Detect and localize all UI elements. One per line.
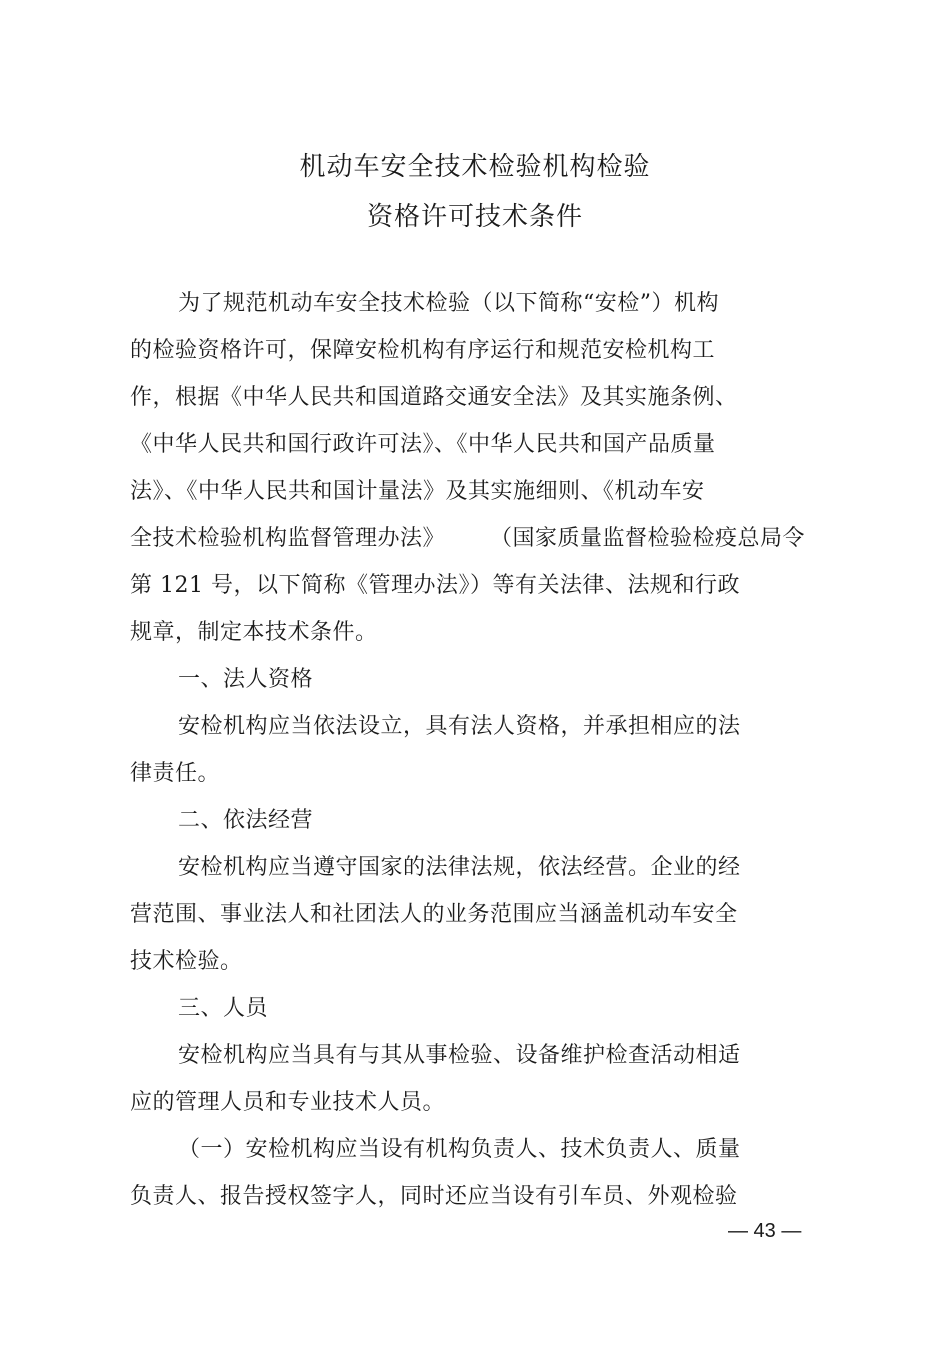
paragraph-line: 技术检验。 <box>130 949 243 974</box>
paragraph-line: 律责任。 <box>130 761 221 786</box>
paragraph-line: 作，根据《中华人民共和国道路交通安全法》及其实施条例、 <box>130 385 738 410</box>
document-title-line-2: 资格许可技术条件 <box>366 202 583 232</box>
paragraph-line: 法》、《中华人民共和国计量法》及其实施细则、《机动车安 <box>130 479 705 504</box>
section-heading: 二、依法经营 <box>178 808 314 833</box>
paragraph-line: 负责人、报告授权签字人，同时还应当设有引车员、外观检验 <box>130 1184 738 1209</box>
paragraph-line: 营范围、事业法人和社团法人的业务范围应当涵盖机动车安全 <box>130 902 738 927</box>
paragraph-line: 应的管理人员和专业技术人员。 <box>130 1090 446 1115</box>
paragraph-line: 安检机构应当依法设立，具有法人资格，并承担相应的法 <box>178 714 741 739</box>
paragraph-line: 《中华人民共和国行政许可法》、《中华人民共和国产品质量 <box>130 432 716 457</box>
paragraph-line: 为了规范机动车安全技术检验（以下简称“安检”）机构 <box>178 291 719 316</box>
paragraph-line: （一）安检机构应当设有机构负责人、技术负责人、质量 <box>178 1137 741 1162</box>
paragraph-line: 规章，制定本技术条件。 <box>130 620 378 645</box>
section-heading: 一、法人资格 <box>178 667 314 692</box>
paragraph-line: 第 121 号，以下简称《管理办法》）等有关法律、法规和行政 <box>130 573 740 598</box>
paragraph-line: 全技术检验机构监督管理办法》 （国家质量监督检验检疫总局令 <box>130 526 805 551</box>
paragraph-line: 安检机构应当具有与其从事检验、设备维护检查活动相适 <box>178 1043 741 1068</box>
document-title-line-1: 机动车安全技术检验机构检验 <box>299 152 651 182</box>
section-heading: 三、人员 <box>178 996 269 1021</box>
paragraph-line: 的检验资格许可，保障安检机构有序运行和规范安检机构工 <box>130 338 716 363</box>
page-number: — 43 — <box>728 1220 802 1242</box>
paragraph-line: 安检机构应当遵守国家的法律法规，依法经营。企业的经 <box>178 855 741 880</box>
